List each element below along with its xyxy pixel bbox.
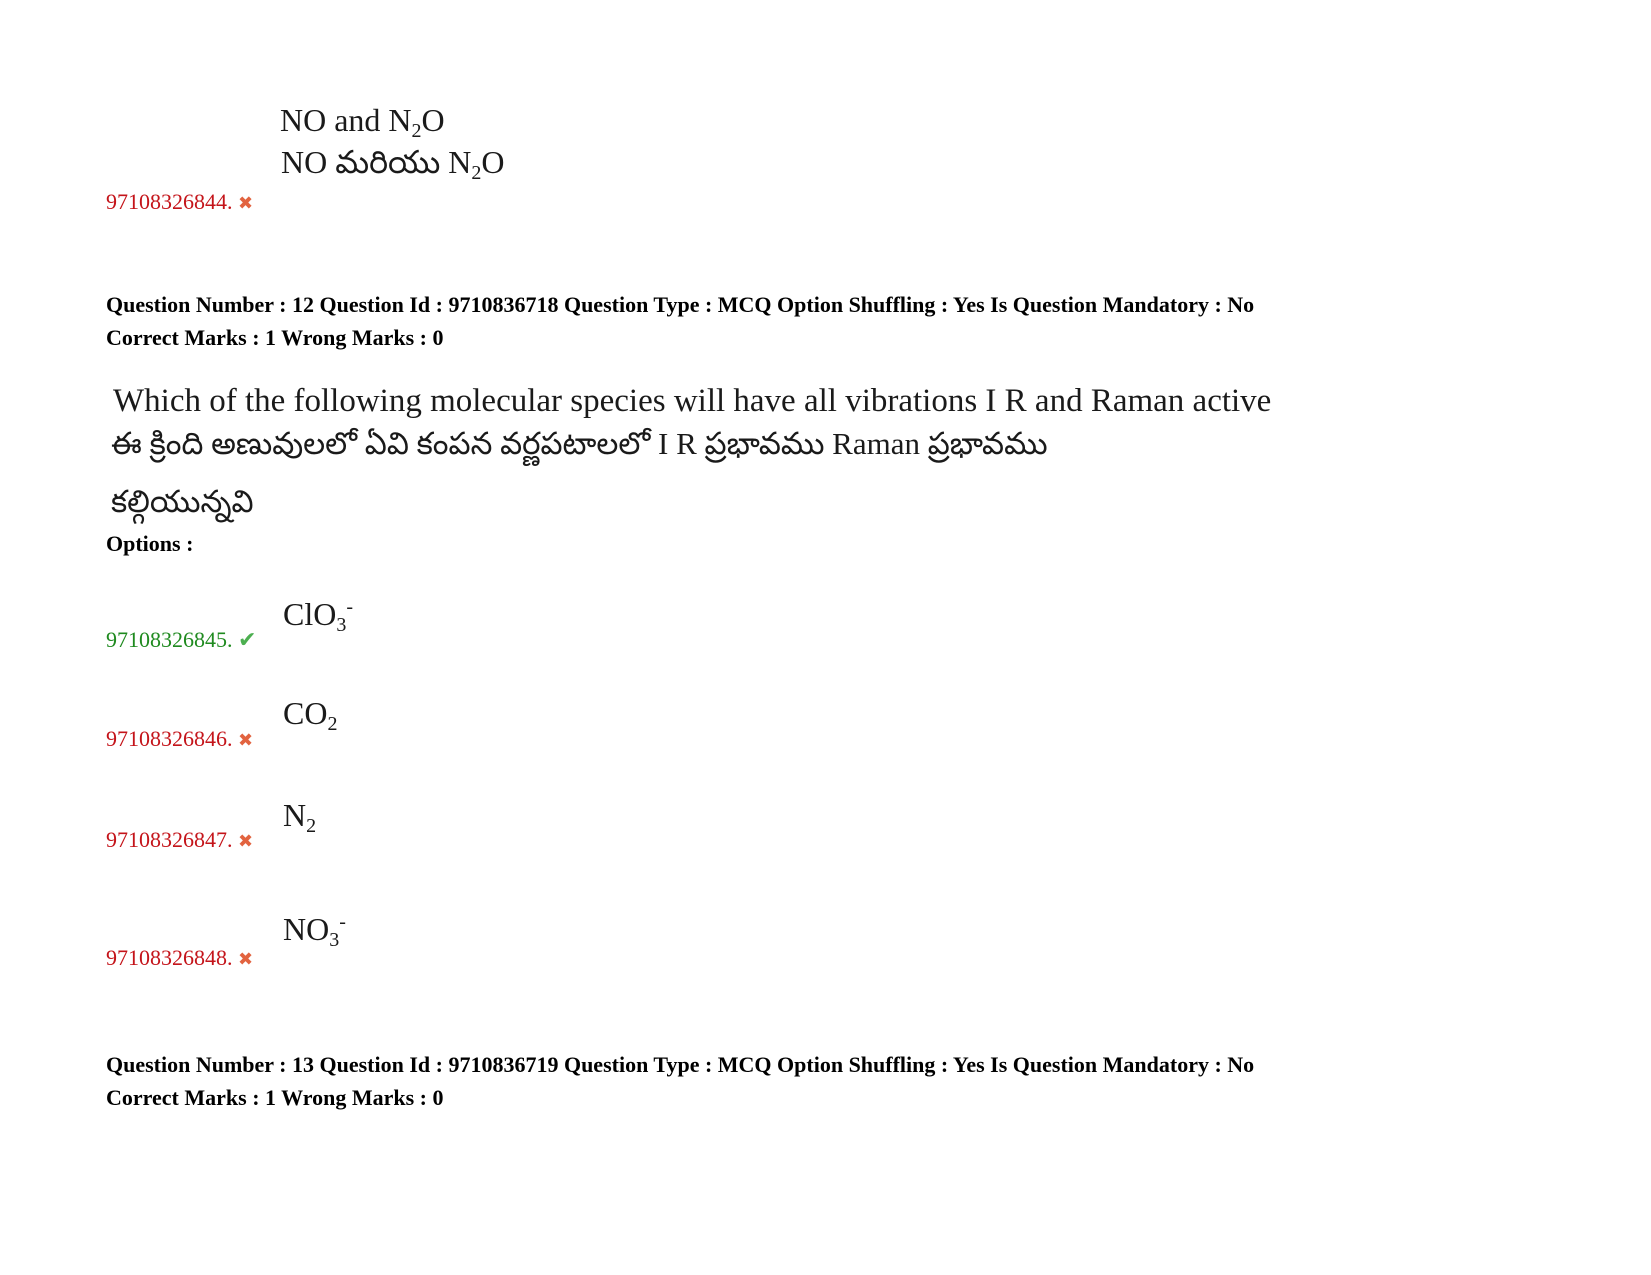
option-3-id: 97108326847. ✖: [106, 827, 254, 852]
option-2-formula: $CO_2$: [283, 695, 338, 735]
cross-icon: ✖: [238, 949, 254, 970]
question-12-marks: Correct Marks : 1 Wrong Marks : 0: [106, 325, 444, 350]
option-1-id: 97108326845. ✔: [106, 627, 257, 653]
cross-icon: ✖: [238, 730, 254, 751]
cross-icon: ✖: [238, 193, 254, 214]
option-4-id: 97108326848. ✖: [106, 945, 254, 970]
option-4-formula: $NO_3^-$: [283, 911, 346, 951]
option-2-id: 97108326846. ✖: [106, 726, 254, 751]
option-1-formula: ClO$_3$-: [283, 596, 354, 636]
previous-option-text-english: NO and $N_2O$: [280, 102, 445, 142]
option-3-formula: $N_2$: [283, 797, 317, 837]
question-13-marks: Correct Marks : 1 Wrong Marks : 0: [106, 1085, 444, 1110]
question-12-text-english: Which of the following molecular species will have all vibrations I R and Raman active: [113, 383, 1272, 419]
check-icon: ✔: [238, 628, 257, 653]
question-13-header: Question Number : 13 Question Id : 9710836719 Question Type : MCQ Option Shuffling : Yes Is Question Mandatory : No: [106, 1052, 1255, 1077]
cross-icon: ✖: [238, 831, 254, 852]
previous-option-text-telugu: NO మరియు $N_2O$: [281, 144, 505, 184]
question-12-text-telugu-line1: ఈ క్రింది అణువులలో ఏవి కంపన వర్ణపటాలలో I R ప్రభావము Raman ప్రభావము: [111, 426, 1048, 461]
question-12-header: Question Number : 12 Question Id : 9710836718 Question Type : MCQ Option Shuffling : Yes Is Question Mandatory : No: [106, 292, 1255, 317]
question-12-text-telugu-line2: కల్గియున్నవి: [111, 484, 254, 519]
previous-option-id: 97108326844. ✖: [106, 189, 254, 214]
options-label: Options :: [106, 531, 194, 556]
